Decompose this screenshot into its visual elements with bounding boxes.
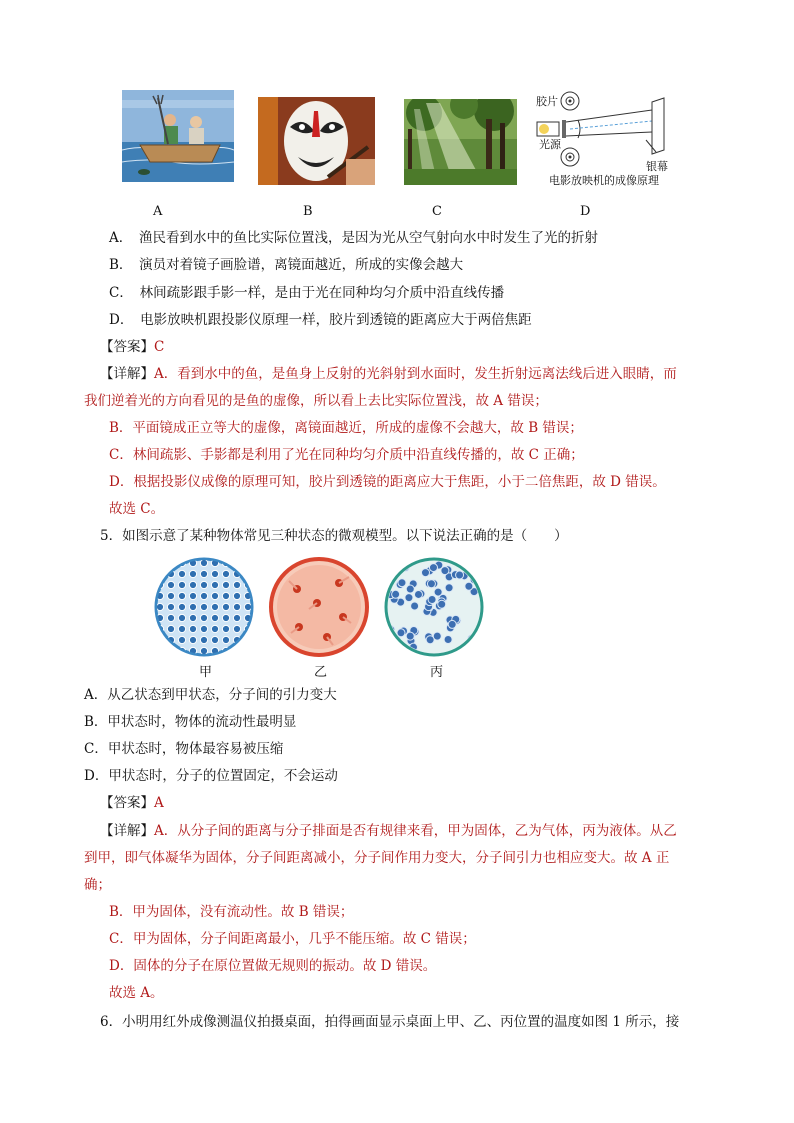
liquid-molecule [469,644,477,652]
solid-molecule [156,559,163,566]
solid-molecule [211,625,218,632]
figure-gas-state [269,557,369,657]
detail-tag: 【详解】 [100,366,154,382]
solid-molecule [156,636,163,643]
liquid-molecule [406,585,414,593]
projector-label-light: 光源 [539,138,561,151]
figure-label-a: A [153,204,163,219]
liquid-molecule [445,584,453,592]
solid-molecule [156,570,163,577]
liquid-molecule [421,569,429,577]
q4-detail-line-2: 我们逆着光的方向看见的是鱼的虚像，所以看上去比实际位置浅，故 A 错误； [84,393,548,409]
solid-molecule [200,647,207,654]
solid-molecule [178,603,185,610]
solid-molecule [211,592,218,599]
solid-molecule [244,559,251,566]
q6-stem: 6．小明用红外成像测温仪拍摄桌面，拍得画面显示桌面上甲、乙、丙位置的温度如图 1 所示，接 [100,1014,680,1030]
q5-detail-line-6: D．固体的分子在原位置做无规则的振动。故 D 错误。 [109,958,437,974]
solid-molecule [222,614,229,621]
solid-molecule [167,559,174,566]
solid-molecule [244,603,251,610]
liquid-molecule [392,590,400,598]
liquid-molecule [398,579,406,587]
q4-answer [100,337,164,357]
solid-molecule [167,581,174,588]
solid-molecule [244,647,251,654]
figure-b-opera-mask [258,97,375,185]
solid-molecule [178,636,185,643]
q4-option-d: D． 电影放映机跟投影仪原理一样，胶片到透镜的距离应大于两倍焦距 [109,312,532,328]
detail-text: A．看到水中的鱼，是鱼身上反射的光斜射到水面时，发生折射远离法线后进入眼睛，而 [154,366,677,382]
detail-tag: 【详解】 [100,823,154,839]
solid-molecule [222,603,229,610]
liquid-molecule [414,590,422,598]
q5-stem: 5．如图示意了某种物体常见三种状态的微观模型。以下说法正确的是（ ） [100,528,568,544]
state-label-bing: 丙 [430,665,444,680]
liquid-molecule [397,629,405,637]
figure-liquid-state [384,557,484,657]
q4-detail-line-3: B．平面镜成正立等大的虚像，离镜面越近，所成的虚像不会越大，故 B 错误； [109,420,583,436]
answer-tag: 【答案】 [100,795,154,811]
q5-option-b: B．甲状态时，物体的流动性最明显 [84,714,297,730]
solid-molecule [189,603,196,610]
solid-molecule [233,614,240,621]
q4-detail-line-4: C．林间疏影、手影都是利用了光在同种均匀介质中沿直线传播的，故 C 正确； [109,447,584,463]
q4-detail-line-5: D．根据投影仪成像的原理可知，胶片到透镜的距离应大于焦距，小于二倍焦距，故 D 错误。 [109,474,666,490]
q5-detail-line-4: B．甲为固体，没有流动性。故 B 错误； [109,904,354,920]
q5-detail-line-1 [100,821,677,841]
solid-molecule [222,592,229,599]
solid-molecule [178,625,185,632]
q4-option-b: B． 演员对着镜子画脸谱，离镜面越近，所成的实像会越大 [109,257,464,273]
solid-molecule [211,636,218,643]
q4-option-c: C． 林间疏影跟手影一样，是由于光在同种均匀介质中沿直线传播 [109,285,505,301]
projector-label-film: 胶片 [536,95,558,108]
q5-answer [100,793,164,813]
answer-tag: 【答案】 [100,339,154,355]
figure-a-fishing [122,90,234,182]
solid-molecule [178,570,185,577]
solid-molecule [167,592,174,599]
solid-molecule [189,592,196,599]
solid-molecule [167,625,174,632]
q5-detail-line-3: 确； [84,877,111,893]
solid-molecule [222,625,229,632]
solid-molecule [178,581,185,588]
solid-molecule [211,570,218,577]
liquid-molecule [456,571,464,579]
q5-option-a: A．从乙状态到甲状态，分子间的引力变大 [84,687,337,703]
solid-molecule [222,581,229,588]
figure-label-b: B [303,204,313,219]
solid-molecule [233,559,240,566]
liquid-molecule [448,620,456,628]
solid-molecule [222,636,229,643]
figure-c-forest [404,99,517,185]
solid-molecule [200,614,207,621]
solid-molecule [200,625,207,632]
solid-molecule [244,570,251,577]
solid-molecule [233,581,240,588]
solid-molecule [211,614,218,621]
q5-option-c: C．甲状态时，物体最容易被压缩 [84,741,284,757]
figure-label-c: C [432,204,442,219]
liquid-molecule [411,602,419,610]
q4-option-a: A． 渔民看到水中的鱼比实际位置浅，是因为光从空气射向水中时发生了光的折射 [109,230,598,246]
solid-molecule [233,647,240,654]
projector-label-screen: 银幕 [646,160,668,173]
solid-molecule [222,570,229,577]
projector-caption: 电影放映机的成像原理 [549,174,659,187]
solid-molecule [167,614,174,621]
liquid-molecule [438,600,446,608]
solid-molecule [156,647,163,654]
figure-label-d: D [580,204,591,219]
solid-molecule [200,559,207,566]
liquid-molecule [405,594,413,602]
liquid-molecule [428,595,436,603]
figure-solid-state [154,557,254,657]
liquid-molecule [433,632,441,640]
solid-molecule [156,603,163,610]
liquid-molecule [394,646,402,654]
q4-detail-line-1 [100,364,677,384]
liquid-molecule [465,582,473,590]
solid-molecule [189,614,196,621]
liquid-molecule [406,632,414,640]
solid-molecule [200,581,207,588]
q5-detail-line-5: C．甲为固体，分子间距离最小，几乎不能压缩。故 C 错误； [109,931,476,947]
solid-molecule [178,592,185,599]
solid-molecule [178,614,185,621]
q5-conclusion: 故选 A。 [109,985,164,1001]
solid-molecule [200,592,207,599]
answer-value: A [154,795,164,811]
solid-molecule [200,636,207,643]
solid-molecule [167,647,174,654]
solid-molecule [189,581,196,588]
solid-molecule [233,603,240,610]
answer-value: C [154,339,165,355]
solid-molecule [189,636,196,643]
q4-conclusion: 故选 C。 [109,501,165,517]
state-label-jia: 甲 [199,665,213,680]
solid-molecule [200,603,207,610]
solid-molecule [211,603,218,610]
solid-molecule [244,636,251,643]
liquid-molecule [427,580,435,588]
solid-molecule [189,570,196,577]
liquid-molecule [429,564,437,572]
solid-molecule [233,625,240,632]
solid-molecule [211,581,218,588]
solid-molecule [167,603,174,610]
solid-molecule [189,625,196,632]
solid-molecule [233,592,240,599]
liquid-molecule [444,636,452,644]
q5-option-d: D．甲状态时，分子的位置固定，不会运动 [84,768,338,784]
state-label-yi: 乙 [314,665,328,680]
detail-text: A．从分子间的距离与分子排面是否有规律来看，甲为固体，乙为气体，丙为液体。从乙 [154,823,677,839]
liquid-molecule [441,567,449,575]
solid-molecule [200,570,207,577]
liquid-molecule [393,561,401,569]
q5-detail-line-2: 到甲，即气体凝华为固体，分子间距离减小，分子间作用力变大，分子间引力也相应变大。故 A 正 [84,850,670,866]
